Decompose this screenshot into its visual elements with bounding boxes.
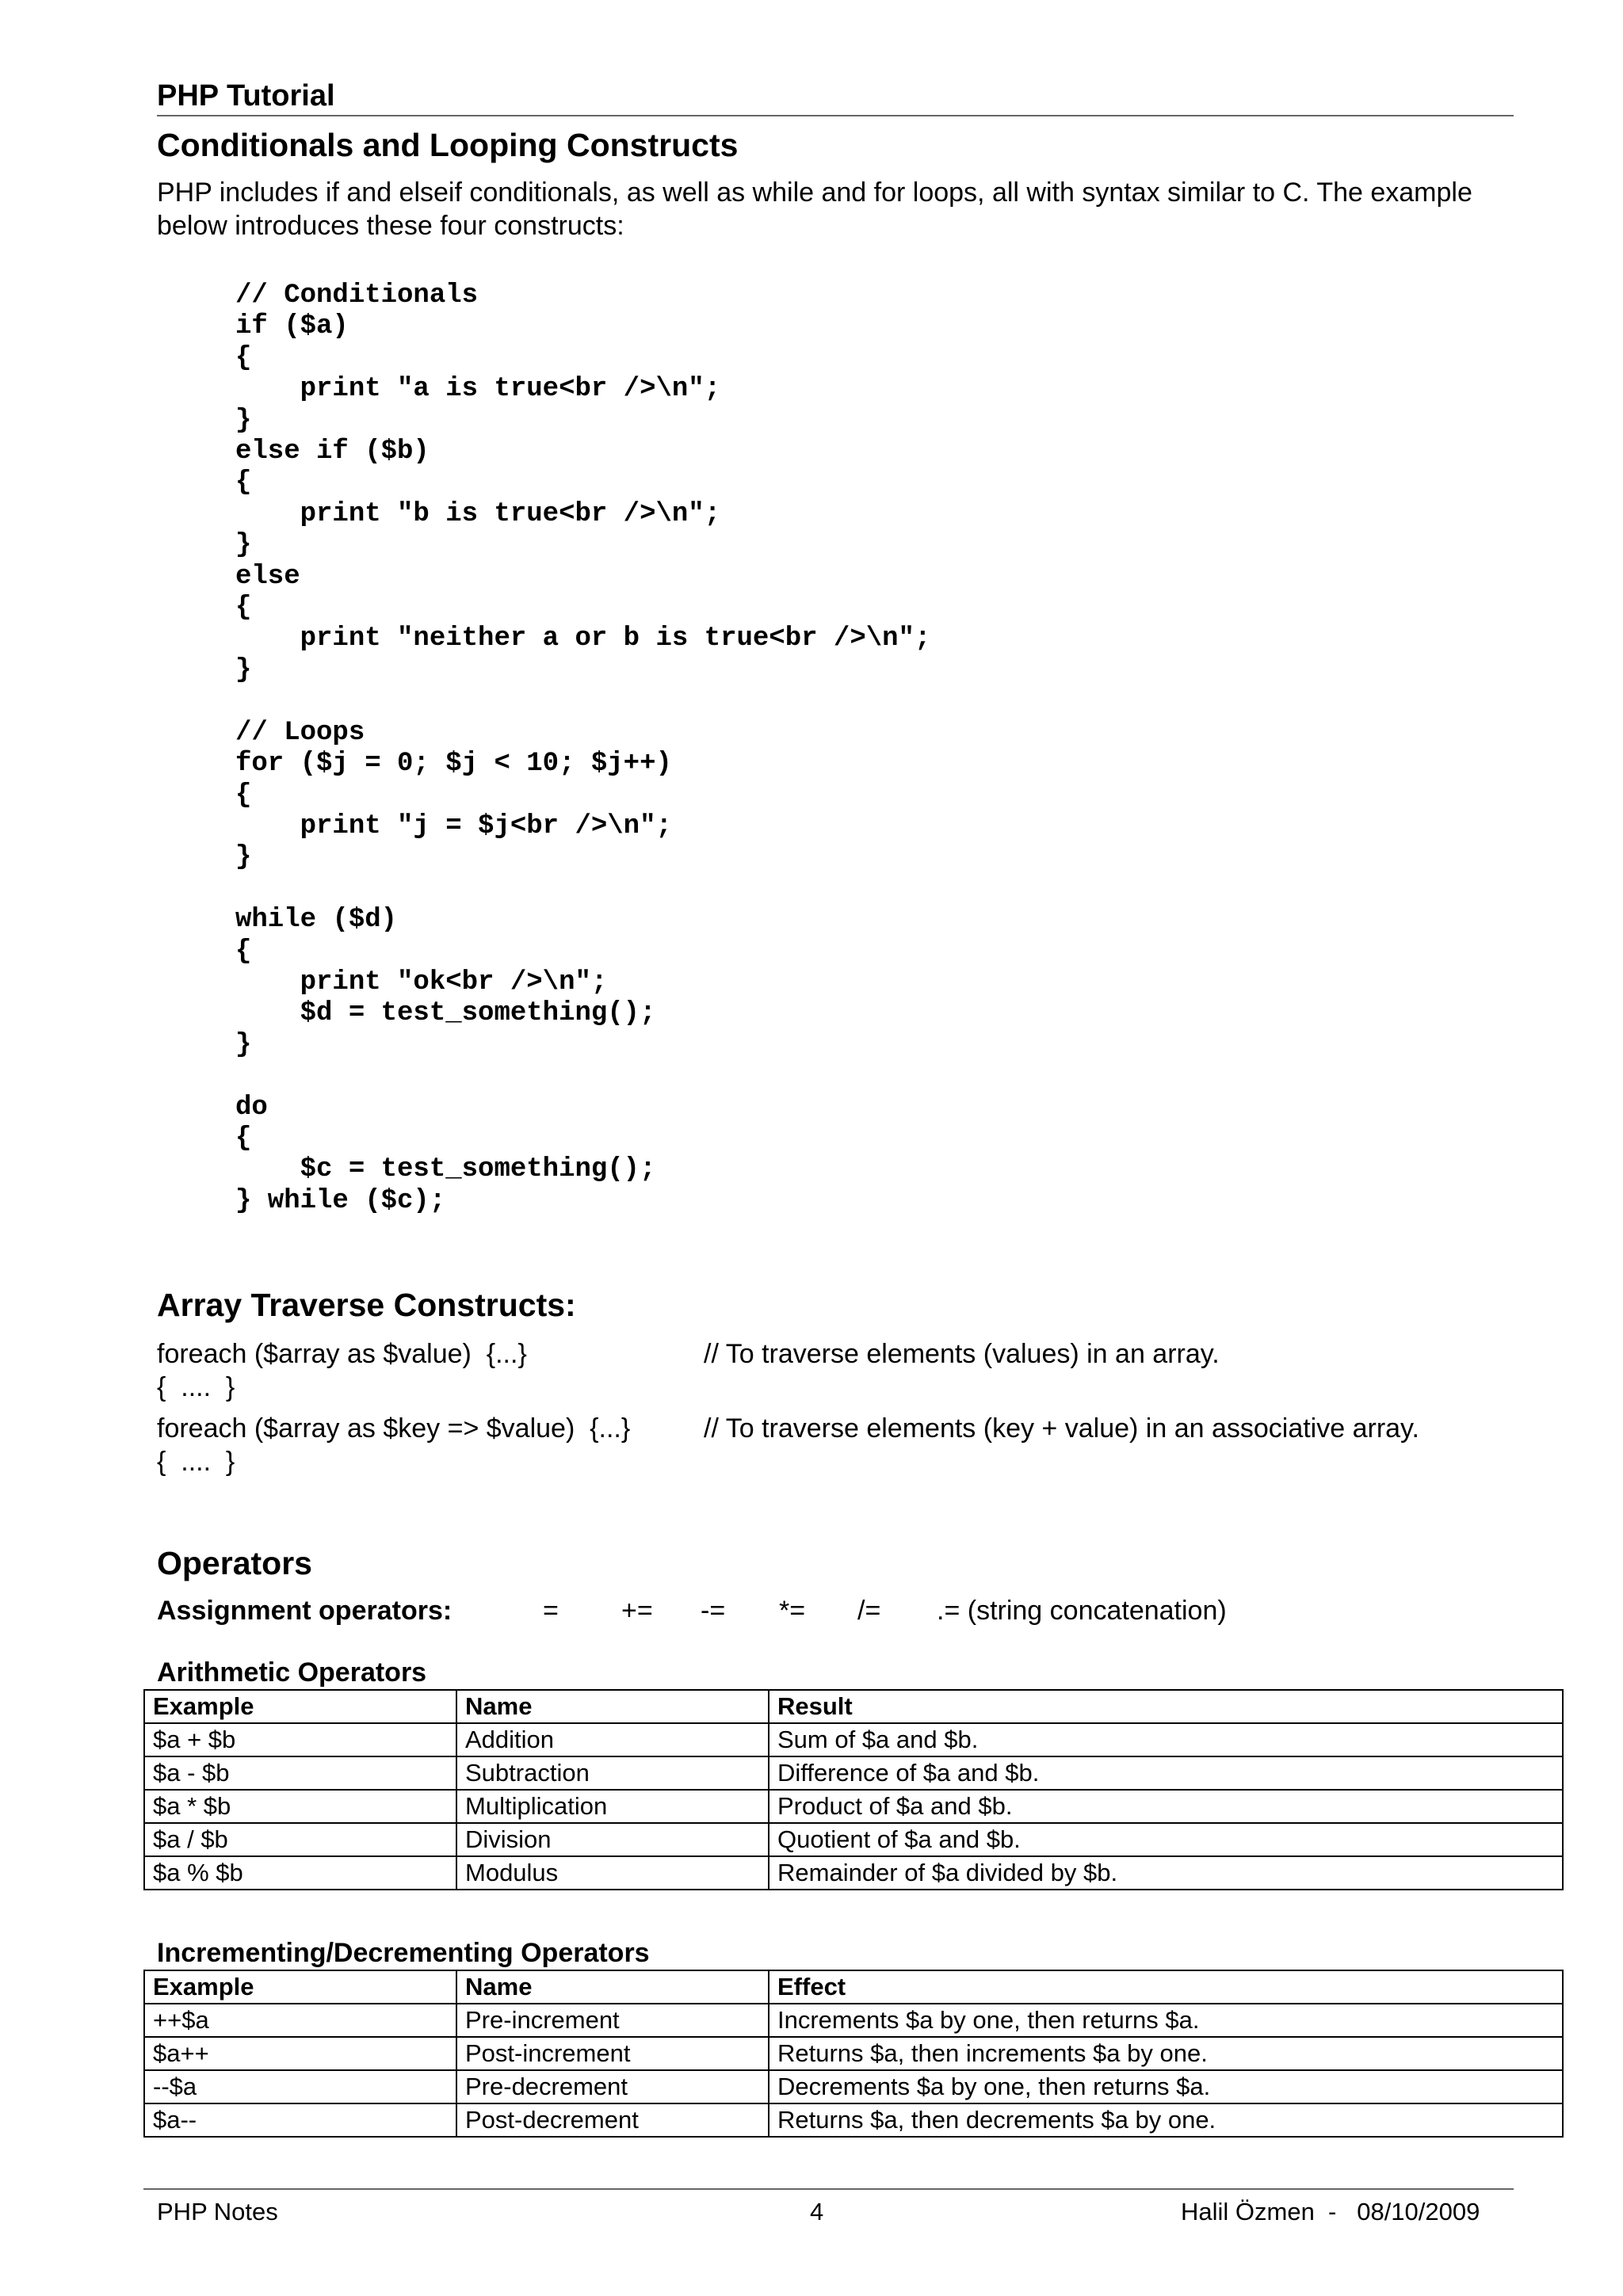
table-cell: --$a (144, 2070, 456, 2103)
arithmetic-table-title: Arithmetic Operators (157, 1657, 427, 1688)
incdec-operators-table (143, 1970, 1564, 2138)
table-cell: Modulus (456, 1856, 769, 1890)
table-cell: Post-decrement (456, 2103, 769, 2137)
traverse-comment: // To traverse elements (values) in an array. (704, 1339, 1220, 1369)
table-cell: Pre-increment (456, 2004, 769, 2037)
traverse-code: foreach ($array as $key => $value) {...} { .... } (157, 1413, 631, 1477)
assignment-operators-label: Assignment operators: (157, 1596, 453, 1626)
table-cell: $a + $b (144, 1723, 456, 1756)
assignment-operator: = (543, 1596, 559, 1626)
code-line: print "a is true<br />\n"; (235, 374, 721, 405)
table-header-row (144, 1970, 1563, 2004)
section-heading-operators: Operators (157, 1545, 312, 1581)
code-line: } (235, 654, 252, 685)
incdec-table-title: Incrementing/Decrementing Operators (157, 1938, 650, 1968)
code-line: } (235, 1029, 252, 1060)
column-header: Example (144, 1690, 456, 1723)
column-header: Name (456, 1690, 769, 1723)
table-cell: $a-- (144, 2103, 456, 2137)
arithmetic-operators-table (143, 1689, 1564, 1890)
header-divider (157, 115, 1514, 116)
code-line: // Loops (235, 717, 365, 748)
section-heading-array-traverse: Array Traverse Constructs: (157, 1287, 576, 1323)
code-line (235, 874, 930, 905)
code-line: { (235, 780, 252, 810)
column-header: Result (769, 1690, 1563, 1723)
table-cell: Division (456, 1823, 769, 1856)
code-line: { (235, 1123, 252, 1154)
table-cell: Subtraction (456, 1756, 769, 1790)
table-row (144, 1790, 1563, 1823)
table-cell: $a - $b (144, 1756, 456, 1790)
code-line: { (235, 342, 252, 373)
table-cell: Returns $a, then increments $a by one. (769, 2037, 1563, 2070)
assignment-operator: .= (string concatenation) (937, 1596, 1227, 1626)
table-cell: Addition (456, 1723, 769, 1756)
code-line: $c = test_something(); (235, 1154, 656, 1185)
code-line: print "ok<br />\n"; (235, 967, 608, 997)
traverse-comment: // To traverse elements (key + value) in an associative array. (704, 1413, 1419, 1444)
table-row (144, 1756, 1563, 1790)
column-header: Example (144, 1970, 456, 2004)
table-cell: Sum of $a and $b. (769, 1723, 1563, 1756)
table-header-row (144, 1690, 1563, 1723)
footer-right: Halil Özmen - 08/10/2009 (1181, 2198, 1480, 2225)
table-cell: Multiplication (456, 1790, 769, 1823)
code-line: print "j = $j<br />\n"; (235, 810, 672, 841)
table-cell: Increments $a by one, then returns $a. (769, 2004, 1563, 2037)
code-line: } (235, 842, 252, 873)
code-line: // Conditionals (235, 280, 479, 311)
table-row (144, 2070, 1563, 2103)
table-cell: Remainder of $a divided by $b. (769, 1856, 1563, 1890)
code-line: { (235, 467, 252, 498)
code-line: else if ($b) (235, 437, 430, 467)
assignment-operator: -= (701, 1596, 726, 1626)
code-line: } while ($c); (235, 1185, 446, 1216)
assignment-operator: *= (779, 1596, 806, 1626)
table-cell: ++$a (144, 2004, 456, 2037)
code-line: print "b is true<br />\n"; (235, 498, 721, 529)
code-line: do (235, 1092, 268, 1123)
page-number: 4 (810, 2198, 824, 2225)
code-line: { (235, 593, 252, 624)
running-header: PHP Tutorial (157, 79, 335, 113)
table-row (144, 2103, 1563, 2137)
column-header: Effect (769, 1970, 1563, 2004)
code-line: for ($j = 0; $j < 10; $j++) (235, 749, 672, 780)
code-line: } (235, 530, 252, 561)
table-row (144, 1856, 1563, 1890)
section-heading-conditionals: Conditionals and Looping Constructs (157, 127, 739, 163)
table-cell: Returns $a, then decrements $a by one. (769, 2103, 1563, 2137)
table-cell: Difference of $a and $b. (769, 1756, 1563, 1790)
code-line (235, 1061, 930, 1092)
code-line (235, 686, 930, 717)
table-row (144, 1823, 1563, 1856)
code-line: } (235, 405, 252, 436)
code-line: { (235, 936, 252, 967)
footer-left: PHP Notes (157, 2198, 278, 2225)
table-cell: Decrements $a by one, then returns $a. (769, 2070, 1563, 2103)
column-header: Name (456, 1970, 769, 2004)
table-cell: Quotient of $a and $b. (769, 1823, 1563, 1856)
table-row (144, 2004, 1563, 2037)
table-cell: Pre-decrement (456, 2070, 769, 2103)
traverse-code: foreach ($array as $value) {...} { .... } (157, 1339, 527, 1402)
code-line: print "neither a or b is true<br />\n"; (235, 624, 931, 654)
table-cell: Post-increment (456, 2037, 769, 2070)
code-block (235, 280, 930, 1217)
table-row (144, 2037, 1563, 2070)
table-cell: $a % $b (144, 1856, 456, 1890)
footer-divider (143, 2188, 1514, 2190)
table-cell: $a * $b (144, 1790, 456, 1823)
code-line: if ($a) (235, 311, 349, 342)
table-cell: $a / $b (144, 1823, 456, 1856)
table-cell: $a++ (144, 2037, 456, 2070)
intro-paragraph: PHP includes if and elseif conditionals, as well as while and for loops, all with syntax similar to C. The example below introduces these four constructs: (157, 177, 1472, 241)
table-row (144, 1723, 1563, 1756)
code-line: while ($d) (235, 905, 398, 936)
assignment-operator: += (621, 1596, 653, 1626)
code-line: else (235, 561, 300, 592)
table-cell: Product of $a and $b. (769, 1790, 1563, 1823)
code-line: $d = test_something(); (235, 998, 656, 1029)
assignment-operator: /= (857, 1596, 881, 1626)
